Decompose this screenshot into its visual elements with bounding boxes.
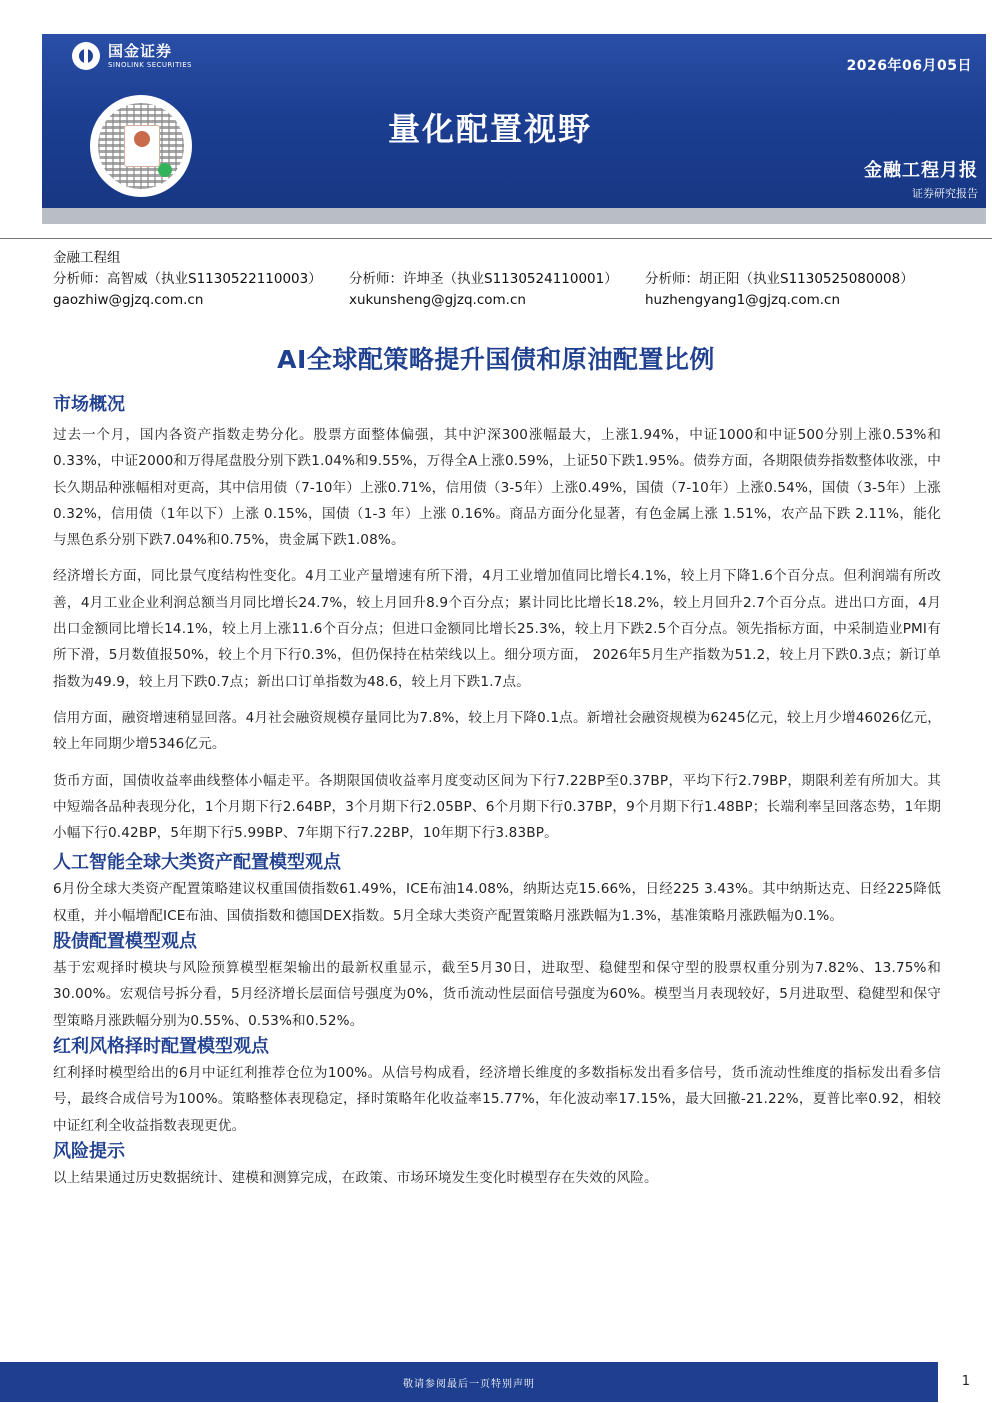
dividend-paragraph: 红利择时模型给出的6月中证红利推荐仓位为100%。从信号构成看，经济增长维度的多数指标发出看多信号，货币流动性维度的指标发出看多信号，最终合成信号为100%。策略整体表现稳定，择时策略年化收益率15.77%，年化波动率17.15%，最大回撤-21.22%，夏普比率0.92，相较中证红利全收益指数表现更优。: [53, 1064, 941, 1134]
logo-mark-icon: [72, 42, 100, 70]
section-title-dividend: 红利风格择时配置模型观点: [53, 1035, 269, 1057]
footer-notice[interactable]: 敬请参阅最后一页特别声明: [403, 1379, 535, 1390]
section-title-ai-model: 人工智能全球大类资产配置模型观点: [53, 852, 341, 874]
report-type: 金融工程月报: [864, 160, 978, 181]
market-paragraph-4: 货币方面，国债收益率曲线整体小幅走平。各期限国债收益率月度变动区间为下行7.22BP至0.37BP，平均下行2.79BP，期限利差有所加大。其中短端各品种表现分化，1个月期下行2.64BP，3个月期下行2.05BP、6个月期下行0.37BP，9个月期下行1.48BP；长端利率呈回落态势，1年期小幅下行0.42BP，5年期下行5.99BP、7年期下行7.22BP，10年期下行3.83BP。: [53, 772, 941, 842]
authors-block: [53, 248, 953, 311]
header-divider: [0, 238, 992, 239]
qr-code-icon: [90, 95, 192, 197]
risk-paragraph: 以上结果通过历史数据统计、建模和测算完成，在政策、市场环境发生变化时模型存在失效的风险。: [53, 1169, 658, 1186]
analyst-2-email[interactable]: xukunsheng@gjzq.com.cn: [349, 292, 526, 308]
ai-model-paragraph: 6月份全球大类资产配置策略建议权重国债指数61.49%，ICE布油14.08%，纳斯达克15.66%，日经225 3.43%。其中纳斯达克、日经225降低权重，并小幅增配ICE布油、国债指数和德国DEX指数。5月全球大类资产配置策略月涨跌幅为1.3%，基准策略月涨跌幅为0.1%。: [53, 881, 941, 924]
analyst-1: 分析师：高智威（执业S1130522110003）: [53, 271, 322, 287]
report-subtype: 证券研究报告: [912, 187, 978, 200]
analyst-3: 分析师：胡正阳（执业S1130525080008）: [645, 271, 914, 287]
analyst-2: 分析师：许坤圣（执业S1130524110001）: [349, 271, 618, 287]
logo-en-text: SINOLINK SECURITIES: [108, 60, 192, 69]
market-paragraph-2: 经济增长方面，同比景气度结构性变化。4月工业产量增速有所下滑，4月工业增加值同比增长4.1%，较上月下降1.6个百分点。但利润端有所改善，4月工业企业利润总额当月同比增长24.7%，较上月回升8.9个百分点；累计同比比增长18.2%，较上月回升2.7个百分点。进出口方面，4月出口金额同比增长14.1%，较上月上涨11.6个百分点；但进口金额同比增长25.3%，较上月下跌2.5个百分点。领先指标方面，中采制造业PMI有所下滑，5月数值报50%，较上个月下行0.3%，但仍保持在枯荣线以上。细分项方面， 2026年5月生产指数为51.2，较上月下跌0.3点；新订单指数为49.9，较上月下跌0.7点；新出口订单指数为48.6，较上月下跌1.7点。: [53, 568, 941, 690]
market-paragraph-1: 过去一个月，国内各资产指数走势分化。股票方面整体偏强，其中沪深300涨幅最大，上涨1.94%，中证1000和中证500分别上涨0.53%和0.33%，中证2000和万得尾盘股分别下跌1.04%和9.55%，万得全A上涨0.59%，上证50下跌1.95%。债券方面，各期限债券指数整体收涨，中长久期品种涨幅相对更高，其中信用债（7-10年）上涨0.71%，信用债（3-5年）上涨0.49%，国债（7-10年）上涨0.54%，国债（3-5年）上涨0.32%，信用债（1年以下）上涨 0.15%，国债（1-3 年）上涨 0.16%。商品方面分化显著，有色金属上涨 1.51%，农产品下跌 2.11%，能化与黑色系分别下跌7.04%和0.75%，贵金属下跌1.08%。: [53, 427, 941, 549]
analyst-1-email[interactable]: gaozhiw@gjzq.com.cn: [53, 292, 204, 308]
report-date: 2026年06月05日: [846, 58, 972, 74]
page-number: 1: [961, 1374, 970, 1389]
section-title-risk: 风险提示: [53, 1140, 125, 1162]
report-body: [53, 392, 941, 1191]
team-name: 金融工程组: [53, 250, 121, 266]
company-logo: [72, 42, 192, 70]
series-title: 量化配置视野: [388, 110, 593, 148]
stock-bond-paragraph: 基于宏观择时模块与风险预算模型框架输出的最新权重显示，截至5月30日，进取型、稳健型和保守型的股票权重分别为7.82%、13.75%和30.00%。宏观信号拆分看，5月经济增长层面信号强度为0%，货币流动性层面信号强度为60%。模型当月表现较好，5月进取型、稳健型和保守型策略月涨跌幅分别为0.55%、0.53%和0.52%。: [53, 960, 941, 1029]
section-title-market: 市场概况: [53, 394, 125, 415]
market-paragraph-3: 信用方面，融资增速稍显回落。4月社会融资规模存量同比为7.8%，较上月下降0.1点。新增社会融资规模为6245亿元，较上月少增46026亿元，较上年同期少增5346亿元。: [53, 709, 941, 753]
logo-cn-text: 国金证券: [108, 41, 173, 60]
analyst-3-email[interactable]: huzhengyang1@gjzq.com.cn: [645, 292, 841, 308]
section-title-stock-bond: 股债配置模型观点: [53, 931, 197, 953]
document-title: AI全球配策略提升国债和原油配置比例: [277, 345, 715, 374]
